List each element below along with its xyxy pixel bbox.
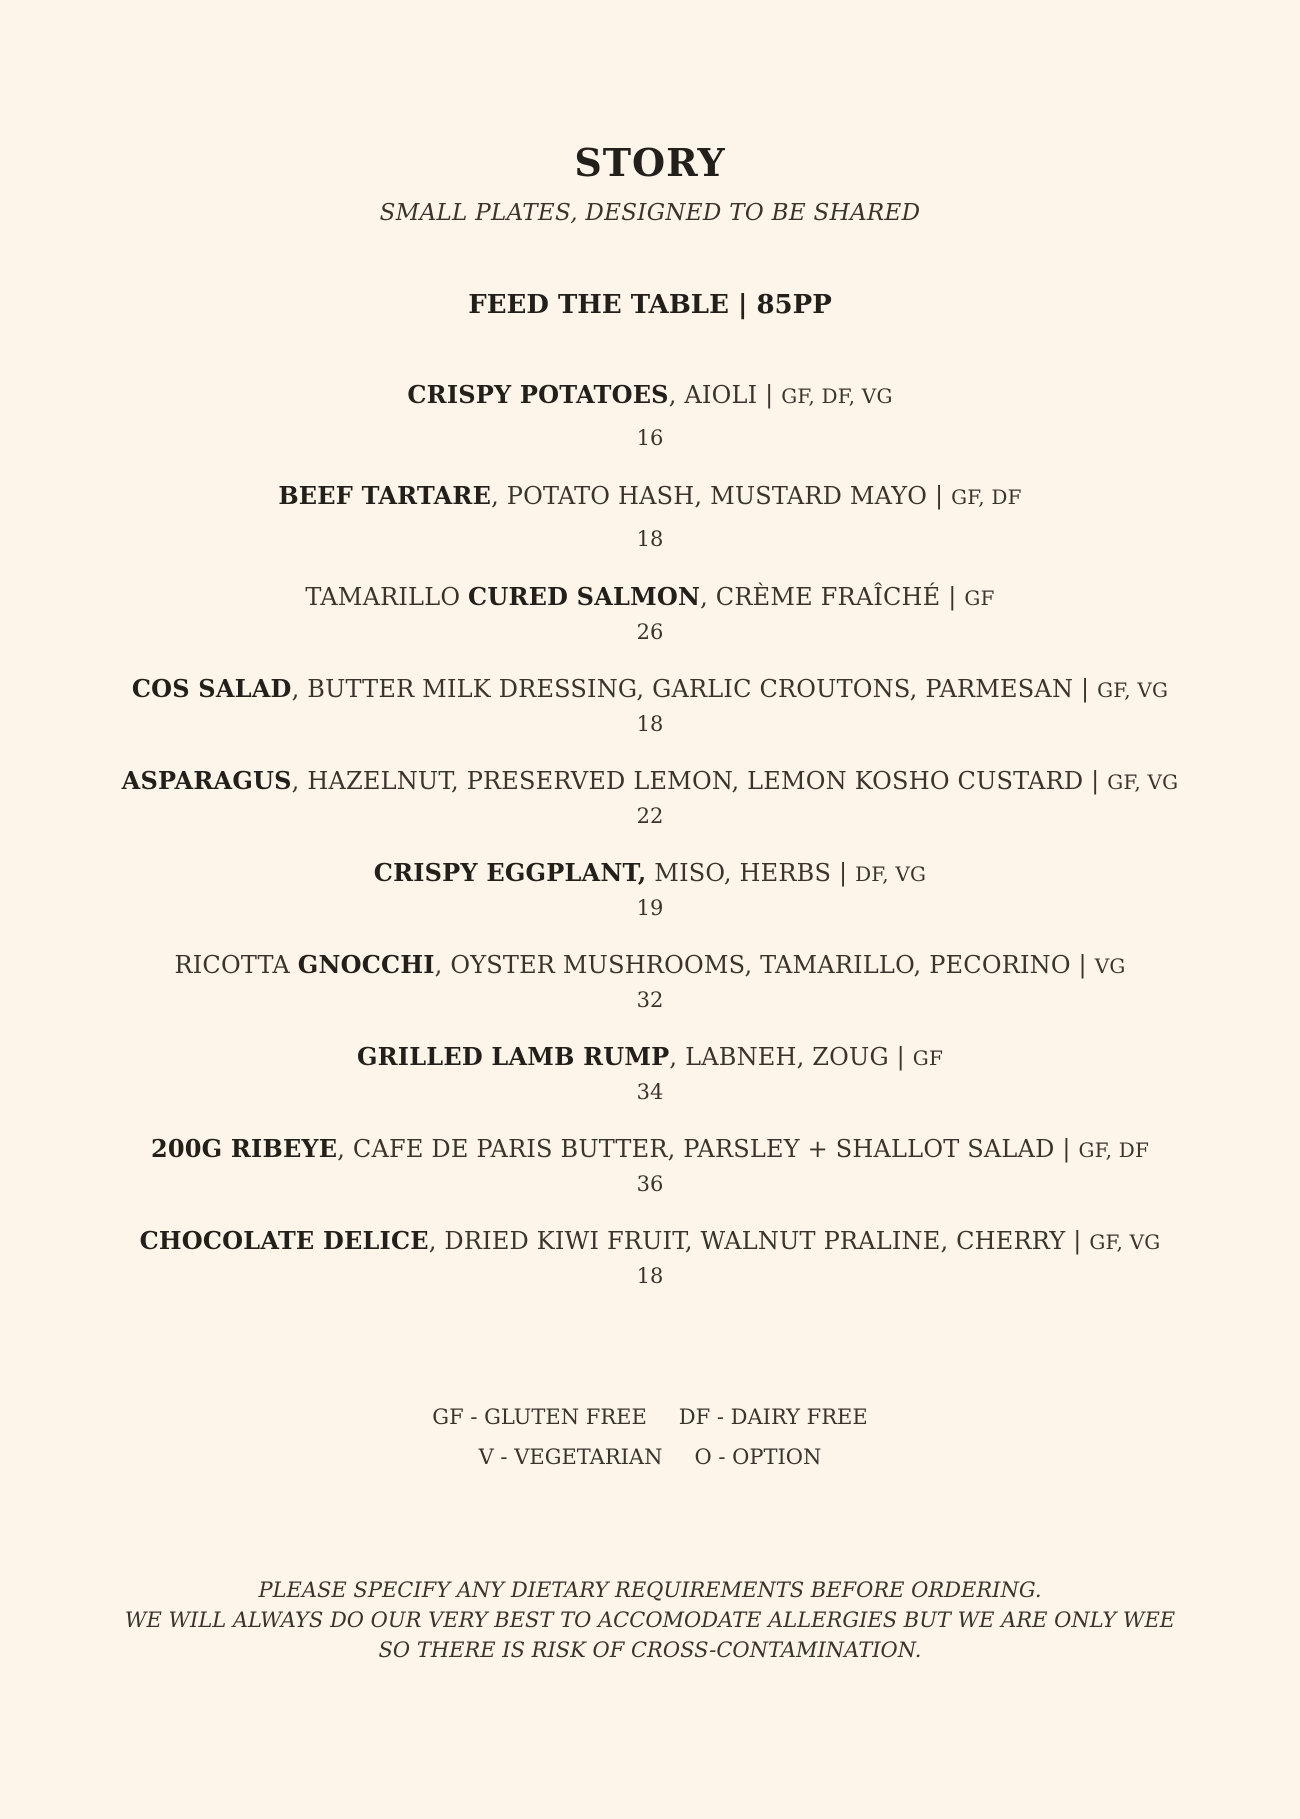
item-name: CRISPY EGGPLANT, xyxy=(373,858,647,887)
dietary-legend-row-2 xyxy=(0,1445,1300,1469)
menu-item xyxy=(0,582,1300,611)
item-name: COS SALAD xyxy=(131,674,292,703)
item-description: , BUTTER MILK DRESSING, GARLIC CROUTONS, PARMESAN | xyxy=(291,675,1098,703)
item-name: CHOCOLATE DELICE xyxy=(139,1226,429,1255)
item-name: GNOCCHI xyxy=(297,950,435,979)
item-name: CRISPY POTATOES xyxy=(407,380,669,409)
item-dietary-tags: GF, DF, VG xyxy=(781,384,893,408)
item-price: 34 xyxy=(636,1080,664,1104)
item-dietary-tags: GF xyxy=(964,586,995,610)
feed-the-table-heading: FEED THE TABLE | 85PP xyxy=(468,290,832,320)
item-name: GRILLED LAMB RUMP xyxy=(356,1042,670,1071)
item-prefix: RICOTTA xyxy=(174,951,298,979)
menu-item xyxy=(0,1134,1300,1163)
menu-subtitle: SMALL PLATES, DESIGNED TO BE SHARED xyxy=(379,200,921,226)
item-dietary-tags: GF, VG xyxy=(1107,770,1179,794)
item-description: , CAFE DE PARIS BUTTER, PARSLEY + SHALLOT SALAD | xyxy=(337,1135,1079,1163)
legend-gluten-free: GF - GLUTEN FREE xyxy=(432,1405,647,1429)
item-description: , OYSTER MUSHROOMS, TAMARILLO, PECORINO | xyxy=(434,951,1095,979)
item-description: MISO, HERBS | xyxy=(646,859,856,887)
item-dietary-tags: VG xyxy=(1094,954,1126,978)
menu-item xyxy=(0,1226,1300,1255)
item-price: 22 xyxy=(636,804,664,828)
item-description: , DRIED KIWI FRUIT, WALNUT PRALINE, CHERRY | xyxy=(428,1227,1090,1255)
menu-item xyxy=(0,1042,1300,1071)
menu-item xyxy=(0,950,1300,979)
allergy-notice-line-1: PLEASE SPECIFY ANY DIETARY REQUIREMENTS BEFORE ORDERING. xyxy=(258,1578,1042,1602)
menu-item xyxy=(0,380,1300,409)
legend-option: O - OPTION xyxy=(694,1445,822,1469)
menu-item xyxy=(0,766,1300,795)
item-description: , CRÈME FRAÎCHÉ | xyxy=(700,583,965,611)
item-dietary-tags: GF, DF xyxy=(951,485,1022,509)
item-description: , LABNEH, ZOUG | xyxy=(669,1043,913,1071)
menu-item xyxy=(0,674,1300,703)
legend-vegetarian: V - VEGETARIAN xyxy=(478,1445,663,1469)
item-price: 32 xyxy=(636,988,664,1012)
item-price: 18 xyxy=(636,712,664,736)
item-name: BEEF TARTARE xyxy=(278,481,492,510)
item-price: 19 xyxy=(636,896,664,920)
item-dietary-tags: DF, VG xyxy=(855,862,927,886)
item-description: , POTATO HASH, MUSTARD MAYO | xyxy=(491,482,952,510)
item-prefix: TAMARILLO xyxy=(305,583,469,611)
item-description: , AIOLI | xyxy=(668,381,782,409)
item-dietary-tags: GF xyxy=(912,1046,944,1070)
allergy-notice-line-3: SO THERE IS RISK OF CROSS-CONTAMINATION. xyxy=(378,1638,922,1662)
restaurant-title: STORY xyxy=(574,140,726,185)
legend-dairy-free: DF - DAIRY FREE xyxy=(678,1405,868,1429)
item-dietary-tags: GF, VG xyxy=(1089,1230,1161,1254)
item-name: 200G RIBEYE xyxy=(150,1134,338,1163)
item-name: CURED SALMON xyxy=(468,582,701,611)
menu-item xyxy=(0,858,1300,887)
item-name: ASPARAGUS xyxy=(121,766,292,795)
item-dietary-tags: GF, VG xyxy=(1097,678,1169,702)
menu-item xyxy=(0,481,1300,510)
item-price: 18 xyxy=(636,527,664,551)
item-price: 16 xyxy=(636,426,664,450)
item-price: 26 xyxy=(636,620,664,644)
dietary-legend-row-1 xyxy=(0,1405,1300,1429)
item-price: 18 xyxy=(636,1264,664,1288)
item-price: 36 xyxy=(636,1172,664,1196)
item-dietary-tags: GF, DF xyxy=(1078,1138,1150,1162)
item-description: , HAZELNUT, PRESERVED LEMON, LEMON KOSHO CUSTARD | xyxy=(291,767,1108,795)
allergy-notice-line-2: WE WILL ALWAYS DO OUR VERY BEST TO ACCOMODATE ALLERGIES BUT WE ARE ONLY WEE xyxy=(124,1608,1176,1632)
